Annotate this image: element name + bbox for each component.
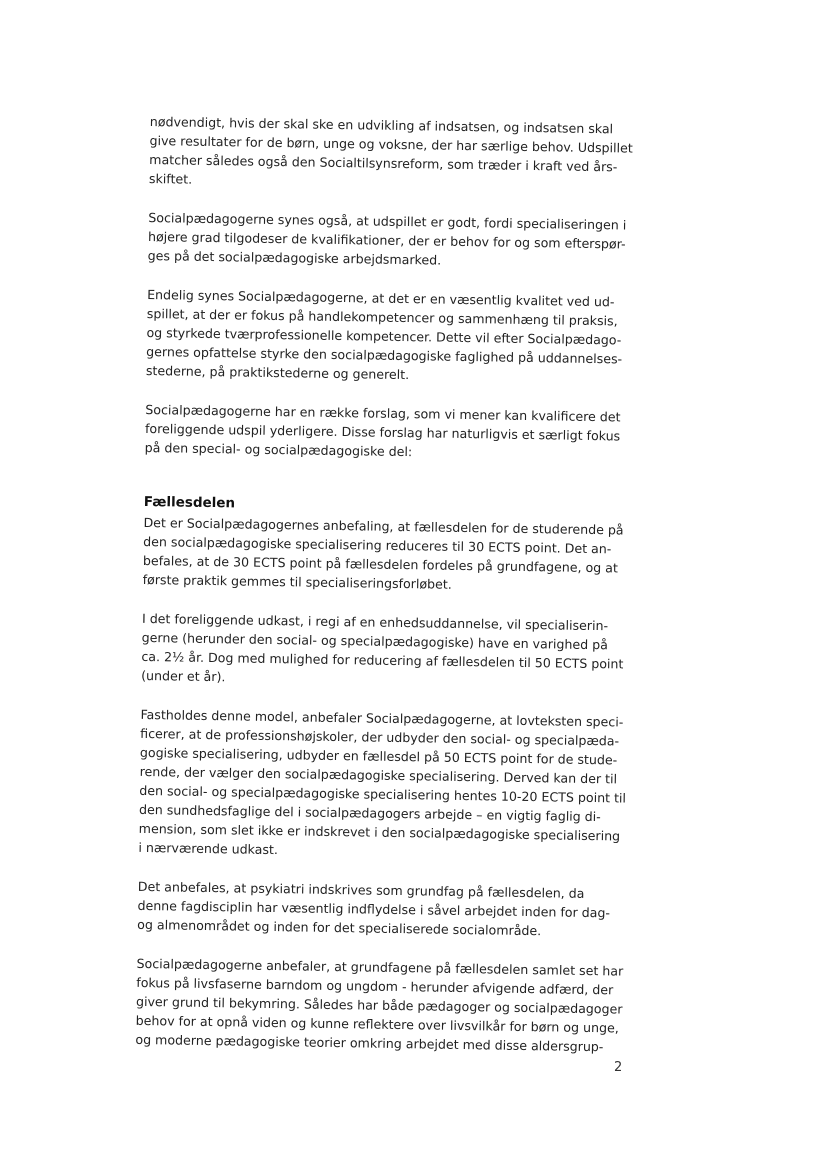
document-body [135, 112, 644, 1077]
text-line: nødvendigt, hvis der skal ske en udvikling af indsatsen, og indsatsen skal [149, 113, 614, 137]
paragraph [141, 609, 636, 693]
text-line: gerne (herunder den social- og specialpædagogiske) have en varighed på [141, 629, 609, 653]
paragraph [135, 954, 630, 1057]
text-line: den social- og specialpædagogiske specialisering hentes 10-20 ECTS point til [139, 782, 627, 806]
text-line: matcher således også den Socialtilsynsreform, som træder i kraft ved års- [149, 151, 618, 175]
text-line: behov for at opnå viden og kunne reflektere over livsvilkår for børn og unge, [135, 1012, 619, 1036]
text-line: skiftet. [148, 170, 193, 187]
text-line: foreliggende udspil yderligere. Disse forslag har naturligvis et særligt fokus [144, 420, 621, 444]
paragraph [137, 877, 632, 942]
text-line: stederne, på praktikstederne og generelt. [145, 362, 410, 383]
text-line: spillet, at der er fokus på handlekompetencer og sammenhæng til praksis, [146, 305, 618, 329]
page-number: 2 [614, 1060, 623, 1075]
paragraph [149, 112, 644, 196]
text-line: Socialpædagogerne synes også, at udspillet er godt, fordi specialiseringen i [148, 209, 627, 233]
text-line: I det foreliggende udkast, i regi af en enhedsuddannelse, vil specialiserin- [141, 610, 609, 634]
text-line: første praktik gemmes til specialiseringsforløbet. [142, 571, 452, 592]
text-line: rende, der vælger den socialpædagogiske specialisering. Derved kan der til [139, 763, 618, 787]
paragraph [143, 513, 638, 597]
text-line: og styrkede tværprofessionelle kompetencer. Dette vil efter Socialpædago- [146, 324, 622, 348]
text-line: befales, at de 30 ECTS point på fællesdelen fordeles på grundfagene, og at [142, 552, 618, 576]
text-line: den socialpædagogiske specialisering reduceres til 30 ECTS point. Det an- [143, 533, 612, 557]
text-line: giver grund til bekymring. Således har både pædagoger og socialpædagoger [135, 993, 623, 1017]
text-line: Fastholdes denne model, anbefaler Socialpædagogerne, at lovteksten speci- [140, 706, 624, 730]
text-line: Socialpædagogerne har en række forslag, som vi mener kan kvalificere det [145, 401, 621, 425]
text-line: gernes opfattelse styrke den socialpædagogiske faglighed på uddannelses- [146, 343, 623, 367]
paragraph [146, 285, 641, 388]
section-heading: Fællesdelen [143, 493, 236, 512]
paragraph [148, 208, 643, 273]
text-line: Det anbefales, at psykiatri indskrives som grundfag på fællesdelen, da [137, 878, 585, 901]
paragraph [138, 705, 634, 865]
text-line: Endelig synes Socialpædagogerne, at det er en væsentlig kvalitet ved ud- [147, 286, 615, 310]
paragraph [145, 400, 640, 465]
text-line: Socialpædagogerne anbefaler, at grundfagene på fællesdelen samlet set har [136, 955, 624, 979]
text-line: ficerer, at de professionshøjskoler, der udbyder den social- og specialpæda- [140, 725, 620, 749]
text-line: højere grad tilgodeser de kvalifikationer, der er behov for og som efterspør- [147, 228, 626, 252]
text-line: og almenområdet og inden for det specialiserede socialområde. [137, 916, 542, 939]
text-line: på den special- og socialpædagogiske del: [144, 439, 413, 460]
text-line: ca. 2½ år. Dog med mulighed for reducering af fællesdelen til 50 ECTS point [141, 648, 624, 672]
text-line: og moderne pædagogiske teorier omkring arbejdet med disse aldersgrup- [135, 1031, 604, 1055]
text-line: mension, som slet ikke er indskrevet i den socialpædagogiske specialisering [138, 820, 621, 844]
text-line: ges på det socialpædagogiske arbejdsmarked. [147, 247, 442, 268]
text-line: (under et år). [141, 667, 226, 685]
text-line: den sundhedsfaglige del i socialpædagogers arbejde – en vigtig faglig di- [138, 801, 601, 825]
text-line: gogiske specialisering, udbyder en fællesdel på 50 ECTS point for de stude- [139, 744, 618, 768]
text-line: Det er Socialpædagogernes anbefaling, at fællesdelen for de studerende på [143, 514, 624, 538]
text-line: i nærværende udkast. [138, 839, 279, 858]
text-line: fokus på livsfaserne barndom og ungdom - herunder afvigende adfærd, der [136, 974, 614, 998]
text-line: denne fagdisciplin har væsentlig indflydelse i såvel arbejdet inden for dag- [137, 897, 611, 921]
text-line: give resultater for de børn, unge og voksne, der har særlige behov. Udspillet [149, 132, 633, 156]
